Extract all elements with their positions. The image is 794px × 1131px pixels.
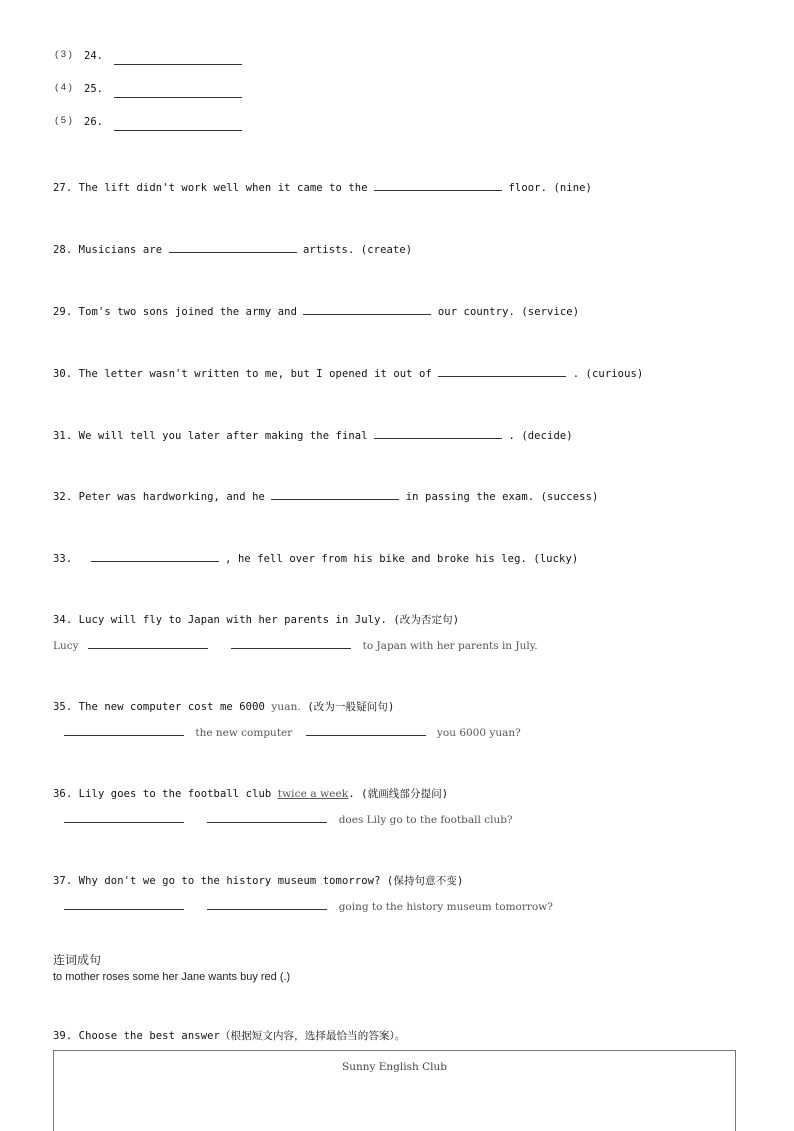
- sub-item-paren: ( 5 ): [55, 115, 72, 126]
- question-number: 33.: [53, 553, 73, 565]
- question-35: [53, 699, 394, 714]
- answer-blank[interactable]: [374, 180, 502, 191]
- answer-line-mid: the new computer: [195, 727, 293, 739]
- question-text-yuan: yuan.: [271, 701, 301, 713]
- answer-line-end: going to the history museum tomorrow?: [338, 901, 553, 913]
- question-30: [53, 366, 643, 380]
- passage-title: Sunny English Club: [342, 1061, 447, 1073]
- question-text: 35. The new computer cost me 6000: [53, 701, 265, 713]
- answer-blank[interactable]: [91, 551, 219, 562]
- answer-blank-24[interactable]: [114, 50, 242, 69]
- question-39: 39. Choose the best answer（根据短文内容，选择最恰当的答案）。: [53, 1030, 406, 1042]
- sub-item-number: 25.: [84, 83, 103, 95]
- question-36: [53, 786, 448, 801]
- question-29: [53, 304, 579, 318]
- sub-item-24: [55, 42, 72, 61]
- sub-item-26: [55, 108, 72, 127]
- answer-blank[interactable]: [207, 812, 327, 823]
- sub-item-number: 24.: [84, 50, 103, 62]
- answer-blank-26[interactable]: [114, 116, 242, 135]
- question-text: 31. We will tell you later after making the final: [53, 430, 368, 442]
- question-text: 30. The letter wasn't written to me, but I opened it out of: [53, 368, 432, 380]
- question-text: 27. The lift didn't work well when it came to the: [53, 182, 368, 194]
- question-hint: our country. (service): [437, 306, 580, 318]
- answer-blank[interactable]: [169, 242, 297, 253]
- question-hint: artists. (create): [303, 244, 413, 256]
- question-32: [53, 489, 598, 503]
- sub-item-25: [55, 75, 72, 94]
- sub-item-paren: ( 3 ): [55, 49, 72, 60]
- question-hint: . (curious): [572, 368, 644, 380]
- answer-blank-25[interactable]: [114, 83, 242, 102]
- question-hint: . (decide): [508, 430, 573, 442]
- question-hint: (改为一般疑问句): [307, 701, 395, 713]
- answer-line-34: [53, 638, 538, 652]
- question-34: [53, 612, 459, 627]
- answer-line-36: [64, 812, 513, 826]
- answer-blank[interactable]: [64, 899, 184, 910]
- question-28: [53, 242, 412, 256]
- underlined-phrase: twice a week: [277, 788, 349, 800]
- question-33: [53, 551, 578, 565]
- scrambled-words: to mother roses some her Jane wants buy red (.): [53, 971, 291, 983]
- sub-item-number: 26.: [84, 116, 103, 128]
- answer-blank[interactable]: [207, 899, 327, 910]
- answer-line-end: you 6000 yuan?: [436, 727, 521, 739]
- answer-line-start: Lucy: [53, 640, 79, 652]
- question-text: 29. Tom's two sons joined the army and: [53, 306, 298, 318]
- question-text: 36. Lily goes to the football club: [53, 788, 272, 800]
- answer-blank[interactable]: [306, 725, 426, 736]
- answer-blank[interactable]: [271, 489, 399, 500]
- question-hint: in passing the exam. (success): [405, 491, 599, 503]
- question-hint: floor. (nine): [508, 182, 592, 194]
- reading-passage-box: [53, 1050, 736, 1131]
- sub-item-paren: ( 4 ): [55, 82, 72, 93]
- question-text: 34. Lucy will fly to Japan with her parents in July. (改为否定句): [53, 614, 460, 626]
- answer-blank[interactable]: [438, 366, 566, 377]
- question-37: [53, 873, 463, 888]
- question-31: [53, 428, 573, 442]
- answer-blank[interactable]: [64, 812, 184, 823]
- question-27: [53, 180, 592, 194]
- question-text: 28. Musicians are: [53, 244, 163, 256]
- section-title-word-order: 连词成句: [53, 953, 102, 967]
- question-text: 37. Why don't we go to the history museum tomorrow? (保持句意不变): [53, 875, 464, 887]
- answer-blank[interactable]: [88, 638, 208, 649]
- answer-blank[interactable]: [374, 428, 502, 439]
- answer-line-35: [64, 725, 521, 739]
- answer-line-end: to Japan with her parents in July.: [362, 640, 538, 652]
- answer-blank[interactable]: [64, 725, 184, 736]
- question-text: 32. Peter was hardworking, and he: [53, 491, 265, 503]
- answer-line-37: [64, 899, 553, 913]
- answer-line-end: does Lily go to the football club?: [338, 814, 513, 826]
- question-hint: . (就画线部分提问): [348, 788, 449, 800]
- question-hint: , he fell over from his bike and broke his leg. (lucky): [225, 553, 579, 565]
- answer-blank[interactable]: [231, 638, 351, 649]
- answer-blank[interactable]: [303, 304, 431, 315]
